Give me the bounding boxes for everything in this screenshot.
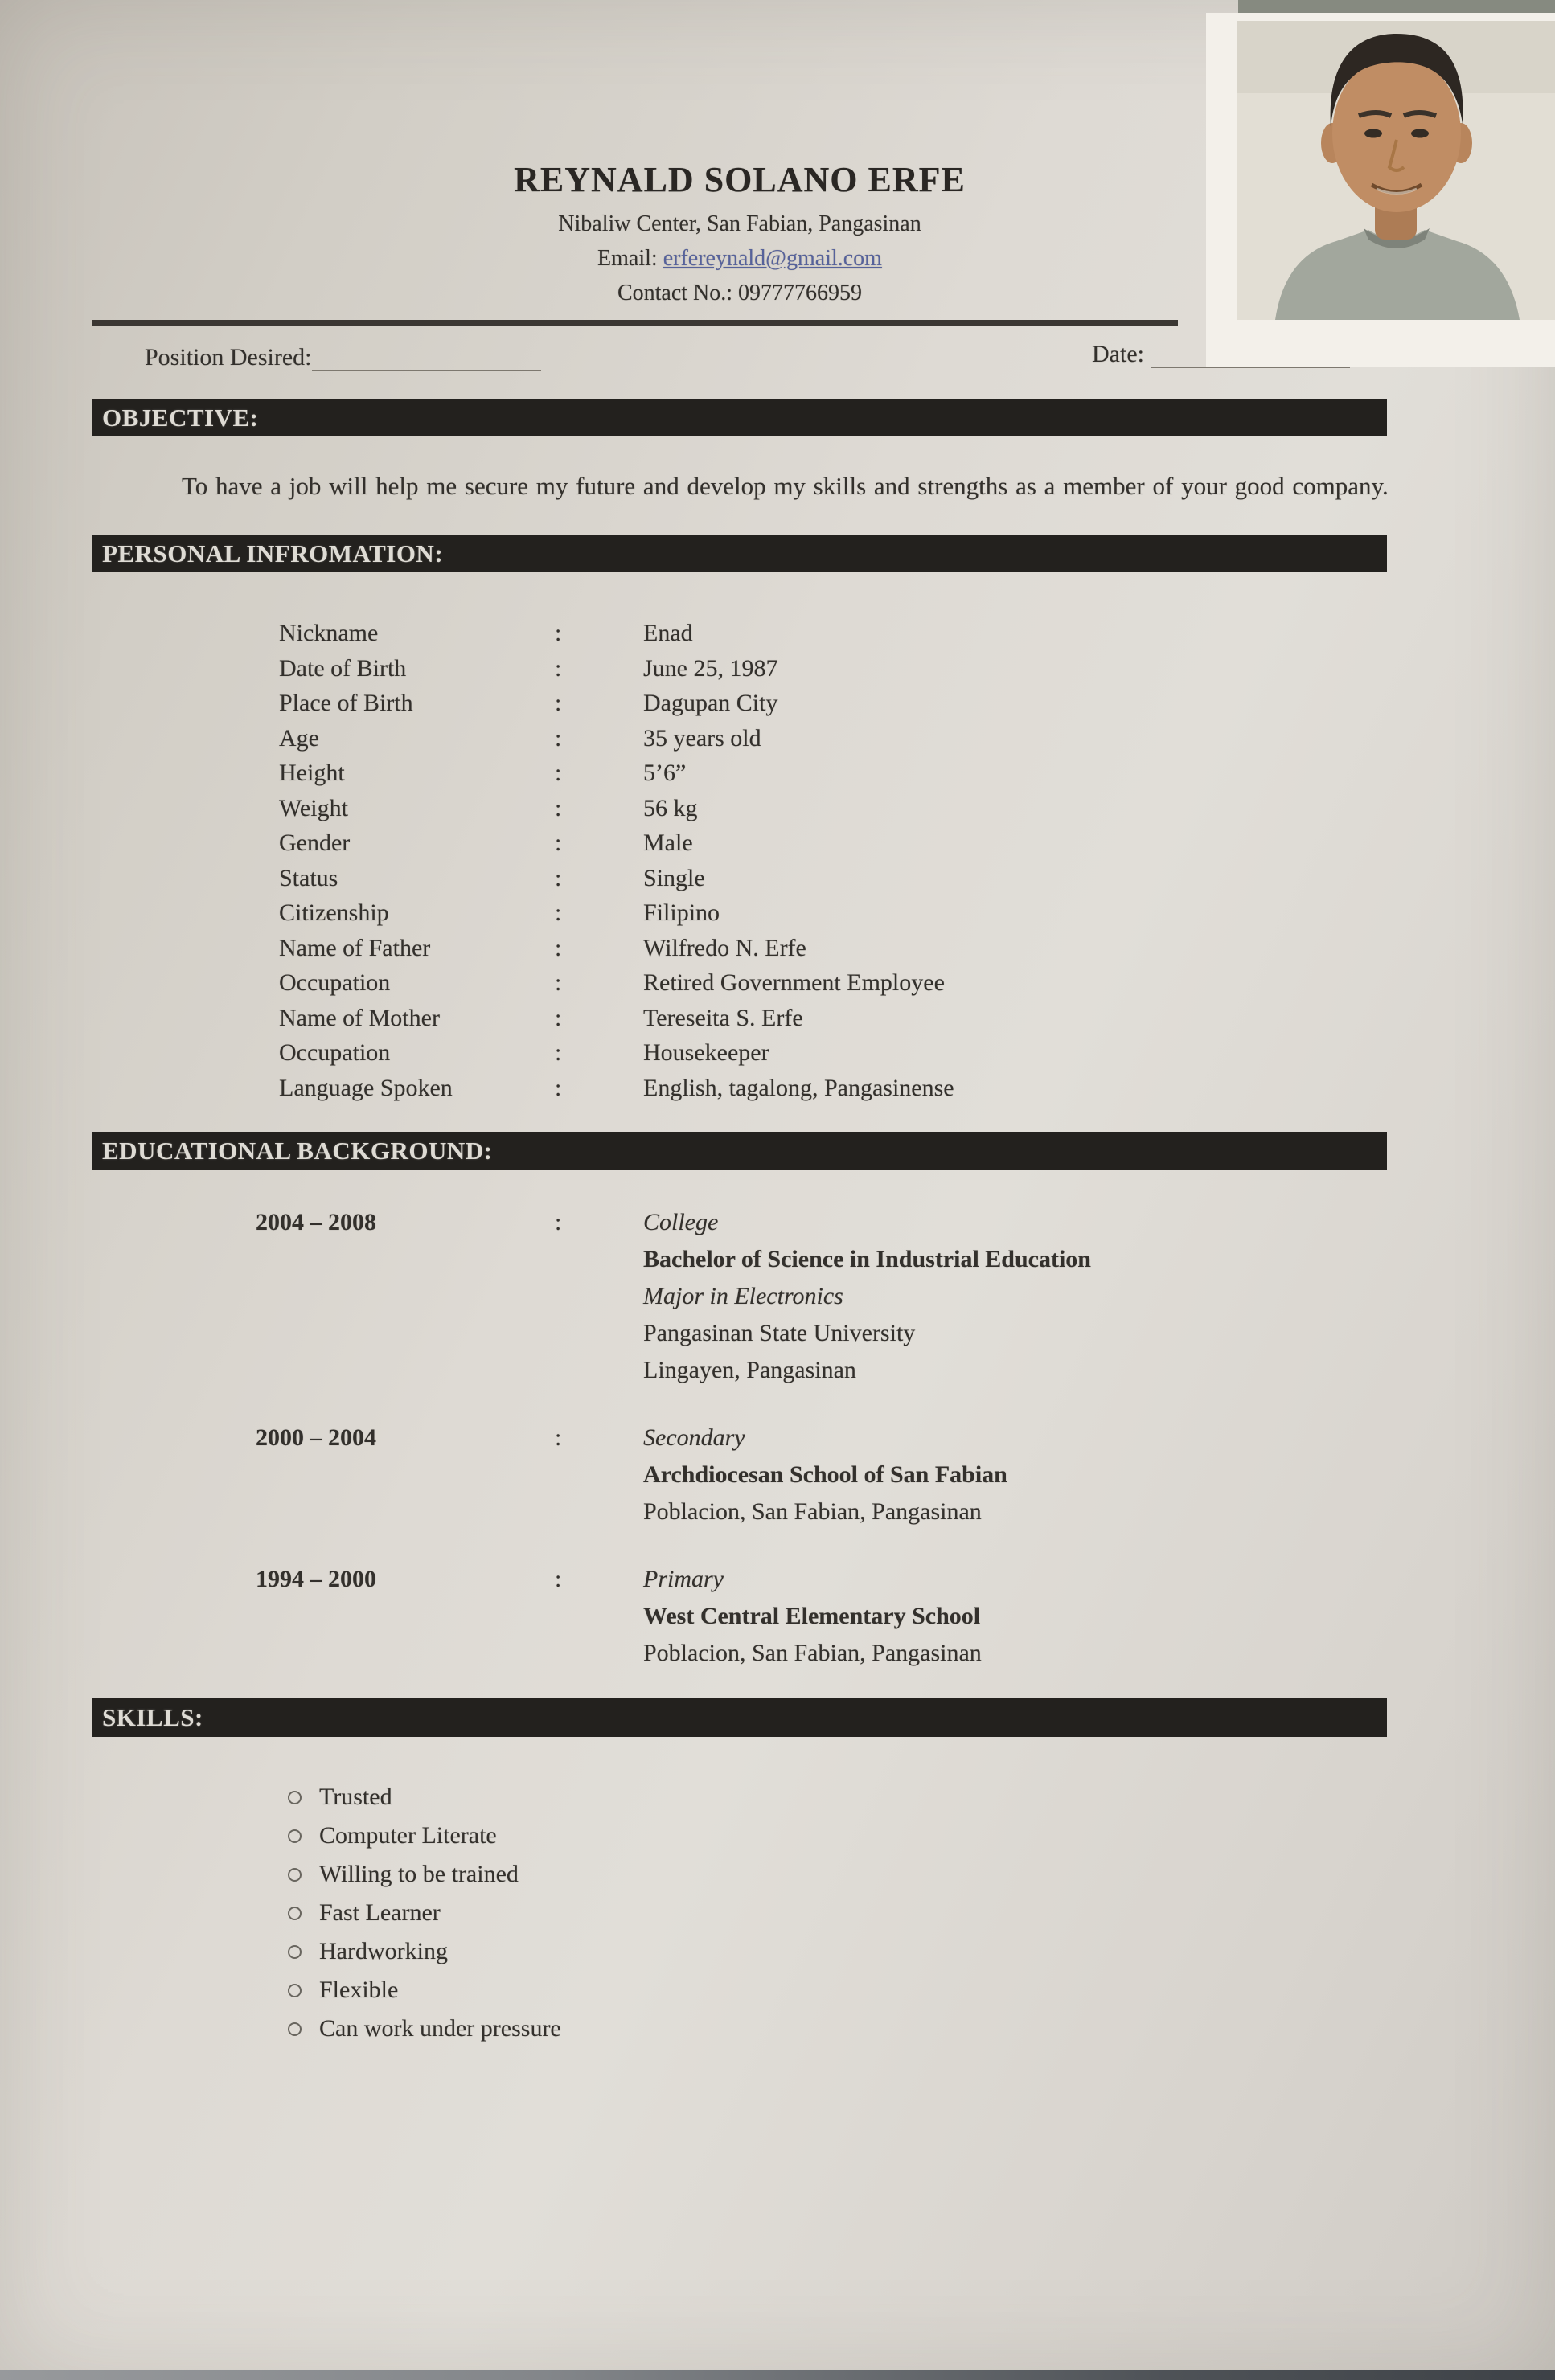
colon-separator: : xyxy=(555,1209,562,1235)
personal-value: Wilfredo N. Erfe xyxy=(643,934,806,961)
personal-row xyxy=(279,756,954,791)
contact-line: Contact No.: 09777766959 xyxy=(617,281,863,305)
personal-label: Age xyxy=(279,724,319,752)
education-list xyxy=(256,1204,1091,1702)
personal-row xyxy=(279,1001,954,1036)
bullet-icon xyxy=(288,2022,302,2036)
email-line xyxy=(92,246,1387,272)
skills-list xyxy=(288,1778,561,2048)
personal-value: June 25, 1987 xyxy=(643,654,778,682)
personal-value: Retired Government Employee xyxy=(643,969,945,996)
bullet-icon xyxy=(288,1791,302,1804)
personal-label: Weight xyxy=(279,794,348,821)
education-line: West Central Elementary School xyxy=(643,1603,981,1629)
personal-value: 56 kg xyxy=(643,794,698,821)
personal-row xyxy=(279,721,954,756)
colon-separator: : xyxy=(555,620,562,646)
skill-label: Flexible xyxy=(319,1977,399,2003)
personal-label: Date of Birth xyxy=(279,654,407,682)
header-divider xyxy=(92,320,1178,326)
education-years: 2000 – 2004 xyxy=(256,1424,376,1451)
skill-item xyxy=(288,1778,561,1817)
colon-separator: : xyxy=(555,864,562,891)
colon-separator: : xyxy=(555,1004,562,1031)
education-years: 1994 – 2000 xyxy=(256,1566,376,1592)
colon-separator: : xyxy=(555,1566,562,1592)
personal-row xyxy=(279,686,954,721)
bullet-icon xyxy=(288,1868,302,1882)
colon-separator: : xyxy=(555,1074,562,1101)
personal-label: Language Spoken xyxy=(279,1074,453,1101)
education-line: Bachelor of Science in Industrial Education xyxy=(643,1246,1091,1272)
personal-row xyxy=(279,616,954,651)
skill-item xyxy=(288,1894,561,1932)
personal-row xyxy=(279,861,954,896)
education-entry xyxy=(256,1419,1091,1530)
personal-row xyxy=(279,825,954,861)
skill-label: Computer Literate xyxy=(319,1822,497,1849)
colon-separator: : xyxy=(555,830,562,856)
date-label: Date: xyxy=(1092,341,1144,367)
skill-item xyxy=(288,1855,561,1894)
applicant-id-photo-image xyxy=(1206,13,1555,367)
personal-info-table xyxy=(279,616,954,1105)
education-line: Secondary xyxy=(643,1424,745,1451)
applicant-name: REYNALD SOLANO ERFE xyxy=(514,160,966,199)
personal-value: Enad xyxy=(643,620,693,646)
colon-separator: : xyxy=(555,1424,562,1451)
education-line: Archdiocesan School of San Fabian xyxy=(643,1461,1007,1488)
skill-label: Hardworking xyxy=(319,1938,448,1964)
education-line: Poblacion, San Fabian, Pangasinan xyxy=(643,1640,982,1666)
personal-value: Male xyxy=(643,830,693,856)
education-section-bar: EDUCATIONAL BACKGROUND: xyxy=(92,1132,1387,1170)
colon-separator: : xyxy=(555,724,562,752)
email-label: Email: xyxy=(597,246,663,271)
scan-bottom-edge xyxy=(0,2370,1555,2380)
education-line: Primary xyxy=(643,1566,724,1592)
education-line: Lingayen, Pangasinan xyxy=(643,1357,856,1383)
colon-separator: : xyxy=(555,760,562,786)
address-line: Nibaliw Center, San Fabian, Pangasinan xyxy=(558,211,921,236)
colon-separator: : xyxy=(555,690,562,716)
date-blank xyxy=(1151,342,1350,368)
personal-label: Status xyxy=(279,864,338,891)
position-desired-label: Position Desired: xyxy=(145,344,312,371)
applicant-photo xyxy=(1206,13,1555,367)
personal-row xyxy=(279,651,954,686)
personal-label: Occupation xyxy=(279,1039,391,1066)
colon-separator: : xyxy=(555,899,562,926)
personal-label: Citizenship xyxy=(279,899,389,926)
skill-label: Trusted xyxy=(319,1784,392,1810)
personal-value: 35 years old xyxy=(643,724,761,752)
personal-row xyxy=(279,791,954,826)
personal-value: Dagupan City xyxy=(643,690,778,716)
education-line: Poblacion, San Fabian, Pangasinan xyxy=(643,1498,982,1525)
education-lines xyxy=(643,1204,1091,1389)
skill-item xyxy=(288,1932,561,1971)
skill-label: Fast Learner xyxy=(319,1899,441,1926)
personal-label: Place of Birth xyxy=(279,690,413,716)
skill-item xyxy=(288,1817,561,1855)
skill-label: Willing to be trained xyxy=(319,1861,519,1887)
education-entry xyxy=(256,1204,1091,1389)
email-link[interactable]: erfereynald@gmail.com xyxy=(663,246,882,271)
objective-text: To have a job will help me secure my future and develop my skills and strengths as a member of your good company. xyxy=(182,472,1389,500)
personal-value: Single xyxy=(643,864,705,891)
personal-label: Gender xyxy=(279,830,351,856)
personal-value: Housekeeper xyxy=(643,1039,769,1066)
personal-label: Nickname xyxy=(279,620,379,646)
skill-label: Can work under pressure xyxy=(319,2015,561,2042)
personal-label: Name of Mother xyxy=(279,1004,440,1031)
skill-item xyxy=(288,1971,561,2009)
education-years: 2004 – 2008 xyxy=(256,1209,376,1235)
personal-row xyxy=(279,931,954,966)
position-desired-line xyxy=(145,344,541,371)
position-desired-blank xyxy=(312,346,541,371)
bullet-icon xyxy=(288,1945,302,1959)
personal-label: Name of Father xyxy=(279,934,431,961)
personal-label: Occupation xyxy=(279,969,391,996)
education-lines xyxy=(643,1419,1091,1530)
colon-separator: : xyxy=(555,934,562,961)
colon-separator: : xyxy=(555,654,562,682)
colon-separator: : xyxy=(555,969,562,996)
personal-row xyxy=(279,965,954,1001)
bullet-icon xyxy=(288,1829,302,1843)
personal-value: English, tagalong, Pangasinense xyxy=(643,1074,954,1101)
education-lines xyxy=(643,1561,1091,1672)
personal-value: 5’6” xyxy=(643,760,687,786)
bullet-icon xyxy=(288,1984,302,1997)
education-line: Pangasinan State University xyxy=(643,1320,916,1346)
personal-row xyxy=(279,1035,954,1071)
education-line: College xyxy=(643,1209,719,1235)
date-line xyxy=(1092,341,1350,368)
personal-row xyxy=(279,1071,954,1106)
personal-row xyxy=(279,895,954,931)
personal-value: Filipino xyxy=(643,899,720,926)
education-line: Major in Electronics xyxy=(643,1283,843,1309)
colon-separator: : xyxy=(555,794,562,821)
objective-section-bar: OBJECTIVE: xyxy=(92,399,1387,436)
personal-value: Tereseita S. Erfe xyxy=(643,1004,803,1031)
skill-item xyxy=(288,2009,561,2048)
bullet-icon xyxy=(288,1907,302,1920)
colon-separator: : xyxy=(555,1039,562,1066)
skills-section-bar: SKILLS: xyxy=(92,1698,1387,1737)
personal-section-bar: PERSONAL INFROMATION: xyxy=(92,535,1387,572)
personal-label: Height xyxy=(279,760,345,786)
education-entry xyxy=(256,1561,1091,1672)
